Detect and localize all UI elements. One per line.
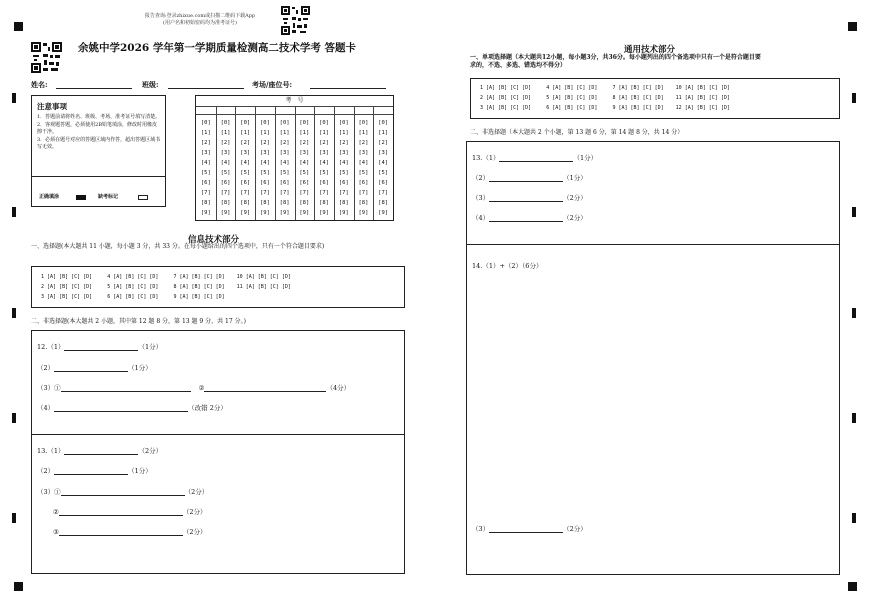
exam-digit-bubble[interactable]: [6] [299,180,310,186]
exam-digit-bubble[interactable]: [1] [279,130,290,136]
exam-digit-bubble[interactable]: [4] [319,160,329,166]
exam-digit-bubble[interactable]: [7] [220,190,231,196]
answer-line[interactable] [204,384,326,392]
exam-digit-bubble[interactable]: [9] [220,210,231,216]
answer-line[interactable] [489,194,563,202]
info-choice-answer-box [31,266,405,308]
score-label: （2分） [182,508,207,516]
correct-fill-sample [76,195,86,200]
answer-line[interactable] [64,447,138,455]
exam-digit-bubble[interactable]: [7] [319,190,329,196]
general-nonchoice-answer-box [466,141,840,575]
q12-part2 [37,364,152,372]
exam-digit-bubble[interactable]: [2] [378,140,389,146]
answer-line[interactable] [489,174,563,182]
timing-mark [12,207,16,217]
exam-digit-bubble[interactable]: [0] [259,120,270,126]
exam-digit-bubble[interactable]: [3] [279,150,290,156]
q-label: （3）① [37,488,61,496]
q-label: （2） [472,174,490,182]
notes-item: 2．客观题答题，必须使用2B铅笔填涂，修改时用橡皮擦干净。 [37,122,158,135]
exam-digit-bubble[interactable]: [4] [279,160,290,166]
score-label: （2分） [563,214,587,222]
q-label: 13.（1） [472,154,500,162]
q13-part5 [53,528,206,536]
exam-digit-bubble[interactable]: [5] [279,170,290,176]
notes-item: 1．答题前请将姓名、班级、考场、准考证号填写清楚。 [37,114,161,120]
name-field[interactable] [56,88,132,89]
exam-digit-bubble[interactable]: [0] [279,120,290,126]
exam-digit-bubble[interactable]: [5] [259,170,270,176]
exam-digit-bubble[interactable]: [2] [279,140,290,146]
answer-line[interactable] [59,508,183,516]
info-nonchoice-desc: 二、非选择题(本大题共 2 小题，其中第 12 题 8 分，第 13 题 9 分，共 17 分。) [31,318,246,325]
exam-digit-bubble[interactable]: [7] [240,190,251,196]
notes-title: 注意事项 [37,102,67,111]
exam-number-grid [195,95,394,221]
exam-digit-bubble[interactable]: [7] [200,190,211,196]
q-label: （2） [37,467,55,475]
timing-mark [852,93,856,103]
report-notice [125,13,275,27]
exam-digit-bubble[interactable]: [9] [338,210,349,216]
exam-digit-bubble[interactable]: [5] [200,170,211,176]
exam-digit-bubble[interactable]: [1] [259,130,270,136]
exam-digit-bubble[interactable]: [5] [338,170,349,176]
exam-digit-bubble[interactable]: [7] [358,190,369,196]
answer-line[interactable] [61,488,185,496]
exam-digit-bubble[interactable]: [8] [378,200,389,206]
exam-digit-bubble[interactable]: [5] [299,170,310,176]
score-label: （2分） [563,525,587,533]
score-label: （1分） [563,174,587,182]
q12-part3 [37,384,350,392]
exam-digit-bubble[interactable]: [3] [358,150,369,156]
exam-digit-bubble[interactable]: [4] [240,160,251,166]
q13-part1 [37,447,162,455]
answer-line[interactable] [61,384,191,392]
name-label: 姓名: [31,80,48,89]
exam-digit-bubble[interactable]: [6] [200,180,211,186]
exam-digit-bubble[interactable]: [7] [259,190,270,196]
exam-digit-bubble[interactable]: [1] [358,130,369,136]
exam-digit-bubble[interactable]: [3] [338,150,349,156]
exam-digit-bubble[interactable]: [8] [240,200,251,206]
timing-mark [12,308,16,318]
answer-line[interactable] [59,528,183,536]
exam-digit-bubble[interactable]: [3] [259,150,270,156]
exam-digit-bubble[interactable]: [2] [338,140,349,146]
g14-part1-2: 14.（1）+（2）（6分） [472,262,543,270]
general-nonchoice-desc: 二、非选择题（本大题共 2 个小题，第 13 题 6 分，第 14 题 8 分，共 14 分） [470,129,684,136]
score-label: （1分） [138,343,163,351]
general-choice-desc-line: 求的，不选、多选、错选均不得分） [470,62,567,69]
exam-digit-bubble[interactable]: [4] [338,160,349,166]
q-label: （2） [37,364,55,372]
q-label: 12.（1） [37,343,65,351]
timing-mark [12,513,16,523]
info-nonchoice-answer-box [31,330,405,574]
exam-digit-bubble[interactable]: [1] [338,130,349,136]
exam-digit-bubble[interactable]: [1] [200,130,211,136]
exam-digit-bubble[interactable]: [9] [319,210,329,216]
question-divider [32,434,404,435]
q13-part4 [53,508,206,516]
answer-line[interactable] [54,364,128,372]
q-label: ③ [53,528,59,536]
exam-digit-bubble[interactable]: [2] [299,140,310,146]
answer-line[interactable] [489,525,563,533]
exam-digit-bubble[interactable]: [0] [240,120,251,126]
q13-part2 [37,467,152,475]
class-field[interactable] [168,88,244,89]
score-label: （1分） [128,364,152,372]
exam-digit-bubble[interactable]: [2] [259,140,270,146]
choice-row[interactable]: 3 [A] [B] [C] [D] 6 [A] [B] [C] [D] 9 [A] [B] [C] [D] 12 [A] [B] [C] [D] [477,105,730,111]
exam-digit-bubble[interactable]: [7] [378,190,389,196]
exam-digit-bubble[interactable]: [8] [338,200,349,206]
score-label: （2分） [563,194,587,202]
exam-digit-bubble[interactable]: [8] [200,200,211,206]
timing-mark [852,413,856,423]
exam-digit-bubble[interactable]: [0] [200,120,211,126]
general-choice-answer-box [470,78,840,119]
exam-digit-bubble[interactable]: [4] [299,160,310,166]
notes-divider [32,176,165,177]
timing-mark [852,207,856,217]
exam-digit-bubble[interactable]: [6] [358,180,369,186]
exam-digit-bubble[interactable]: [4] [200,160,211,166]
general-choice-desc-line: 一、单项选择题（本大题共12小题，每小题3分，共36分。每小题列出的四个备选项中只有一个是符合题目要 [470,54,761,61]
exam-digit-bubble[interactable]: [5] [358,170,369,176]
q-label: （3） [472,525,490,533]
exam-digit-bubble[interactable]: [7] [279,190,290,196]
timing-mark [852,308,856,318]
choice-row[interactable]: 1 [A] [B] [C] [D] 4 [A] [B] [C] [D] 7 [A] [B] [C] [D] 10 [A] [B] [C] [D] [477,85,730,91]
exam-digit-bubble[interactable]: [9] [200,210,211,216]
g13-part3 [472,194,587,202]
exam-digit-bubble[interactable]: [2] [319,140,329,146]
registration-mark [14,582,23,591]
exam-digit-bubble[interactable]: [6] [378,180,389,186]
q-label: （4） [472,214,490,222]
exam-digit-bubble[interactable]: [7] [299,190,310,196]
exam-digit-bubble[interactable]: [8] [319,200,329,206]
registration-mark [14,22,23,31]
exam-digit-bubble[interactable]: [6] [319,180,329,186]
absent-mark-label: 缺考标记 [98,194,119,200]
exam-digit-bubble[interactable]: [6] [259,180,270,186]
score-label: （2分） [138,447,163,455]
answer-line[interactable] [64,343,138,351]
score-label: （2分） [182,528,207,536]
exam-digit-bubble[interactable]: [6] [220,180,231,186]
exam-digit-bubble[interactable]: [6] [279,180,290,186]
exam-digit-bubble[interactable]: [2] [358,140,369,146]
exam-digit-bubble[interactable]: [3] [299,150,310,156]
report-notice-line: (用户名和初始密码均为准考证号) [163,20,237,26]
exam-digit-bubble[interactable]: [4] [378,160,389,166]
exam-digit-bubble[interactable]: [1] [319,130,329,136]
answer-line[interactable] [499,154,573,162]
answer-line[interactable] [489,214,563,222]
g14-drawing-area[interactable] [472,276,834,521]
exam-digit-bubble[interactable]: [9] [378,210,389,216]
exam-digit-bubble[interactable]: [2] [220,140,231,146]
absent-mark-checkbox[interactable] [138,195,148,200]
exam-digit-bubble[interactable]: [1] [220,130,231,136]
exam-digit-bubble[interactable]: [3] [240,150,251,156]
page-title: 余姚中学2026 学年第一学期质量检测高二技术学考 答题卡 [78,42,357,54]
g14-part3 [472,525,587,533]
general-section-title: 通用技术部分 [624,45,676,55]
exam-digit-bubble[interactable]: [9] [240,210,251,216]
exam-digit-bubble[interactable]: [4] [358,160,369,166]
notes-item: 3．必须在题号对应的答题区域内作答，超出答题区域书写无效。 [37,137,161,150]
exam-digit-bubble[interactable]: [4] [259,160,270,166]
q-label: ② [198,384,205,392]
exam-digit-bubble[interactable]: [8] [299,200,310,206]
g13-part4 [472,214,587,222]
exam-digit-bubble[interactable]: [0] [299,120,310,126]
exam-digit-bubble[interactable]: [0] [220,120,231,126]
exam-digit-bubble[interactable]: [1] [240,130,251,136]
correct-fill-label: 正确填涂 [39,194,60,200]
exam-number-label: 考 号 [285,97,304,104]
exam-digit-bubble[interactable]: [4] [220,160,231,166]
exam-digit-bubble[interactable]: [3] [200,150,211,156]
exam-digit-bubble[interactable]: [5] [220,170,231,176]
exam-digit-bubble[interactable]: [8] [259,200,270,206]
notes-list [37,114,161,151]
exam-digit-bubble[interactable]: [7] [338,190,349,196]
exam-digit-bubble[interactable]: [8] [358,200,369,206]
exam-digit-bubble[interactable]: [8] [220,200,231,206]
answer-line[interactable] [54,467,128,475]
class-label: 班级: [142,80,159,89]
score-label: （2分） [184,488,209,496]
exam-digit-bubble[interactable]: [2] [240,140,251,146]
registration-mark [848,582,857,591]
registration-mark [848,22,857,31]
exam-digit-bubble[interactable]: [3] [220,150,231,156]
answer-line[interactable] [54,404,188,412]
q-label: （3） [472,194,490,202]
choice-row[interactable]: 3 [A] [B] [C] [D] 6 [A] [B] [C] [D] 9 [A] [B] [C] [D] [38,294,225,300]
score-label: （1分） [573,154,598,162]
q-label: ② [53,508,59,516]
score-label: （1分） [128,467,152,475]
g13-part1 [472,154,597,162]
exam-digit-bubble[interactable]: [5] [319,170,329,176]
exam-digit-bubble[interactable]: [0] [358,120,369,126]
seat-label: 考场/座位号: [252,80,293,89]
exam-digit-bubble[interactable]: [5] [378,170,389,176]
exam-digit-bubble[interactable]: [0] [319,120,329,126]
g13-part2 [472,174,587,182]
exam-digit-bubble[interactable]: [8] [279,200,290,206]
q-label: 13.（1） [37,447,65,455]
notes-box [31,95,166,207]
exam-digit-bubble[interactable]: [3] [378,150,389,156]
timing-mark [852,513,856,523]
report-notice-line: 报告查询:登录zhixue.com或扫描二维码下载App [144,13,256,19]
seat-field[interactable] [310,88,386,89]
exam-digit-bubble[interactable]: [9] [299,210,310,216]
timing-mark [12,93,16,103]
student-qr-code [31,42,62,73]
exam-digit-bubble[interactable]: [3] [319,150,329,156]
q12-part4 [37,404,227,412]
score-label: （改错 2分） [188,404,227,412]
info-section-title: 信息技术部分 [188,235,240,245]
exam-digit-bubble[interactable]: [1] [378,130,389,136]
q-label: （4） [37,404,55,412]
exam-digit-bubble[interactable]: [0] [338,120,349,126]
q13-part3 [37,488,208,496]
exam-digit-bubble[interactable]: [6] [240,180,251,186]
download-qr-code [281,6,310,35]
info-choice-desc: 一、选择题(本大题共 11 小题，每小题 3 分，共 33 分。在每小题给出的四个选项中，只有一个符合题目要求) [31,243,325,250]
exam-digit-bubble[interactable]: [5] [240,170,251,176]
exam-digit-bubble[interactable]: [0] [378,120,389,126]
exam-digit-bubble[interactable]: [1] [299,130,310,136]
general-choice-desc [470,54,845,70]
choice-row[interactable]: 2 [A] [B] [C] [D] 5 [A] [B] [C] [D] 8 [A] [B] [C] [D] 11 [A] [B] [C] [D] [477,95,730,101]
exam-digit-bubble[interactable]: [9] [259,210,270,216]
exam-digit-bubble[interactable]: [9] [358,210,369,216]
q-label: （3）① [37,384,61,392]
exam-digit-bubble[interactable]: [6] [338,180,349,186]
choice-row[interactable]: 2 [A] [B] [C] [D] 5 [A] [B] [C] [D] 8 [A] [B] [C] [D] 11 [A] [B] [C] [D] [38,284,291,290]
timing-mark [12,413,16,423]
exam-digit-bubble[interactable]: [9] [279,210,290,216]
question-divider [467,244,839,245]
score-label: （4分） [326,384,351,392]
choice-row[interactable]: 1 [A] [B] [C] [D] 4 [A] [B] [C] [D] 7 [A] [B] [C] [D] 10 [A] [B] [C] [D] [38,274,291,280]
exam-digit-bubble[interactable]: [2] [200,140,211,146]
q12-part1 [37,343,162,351]
